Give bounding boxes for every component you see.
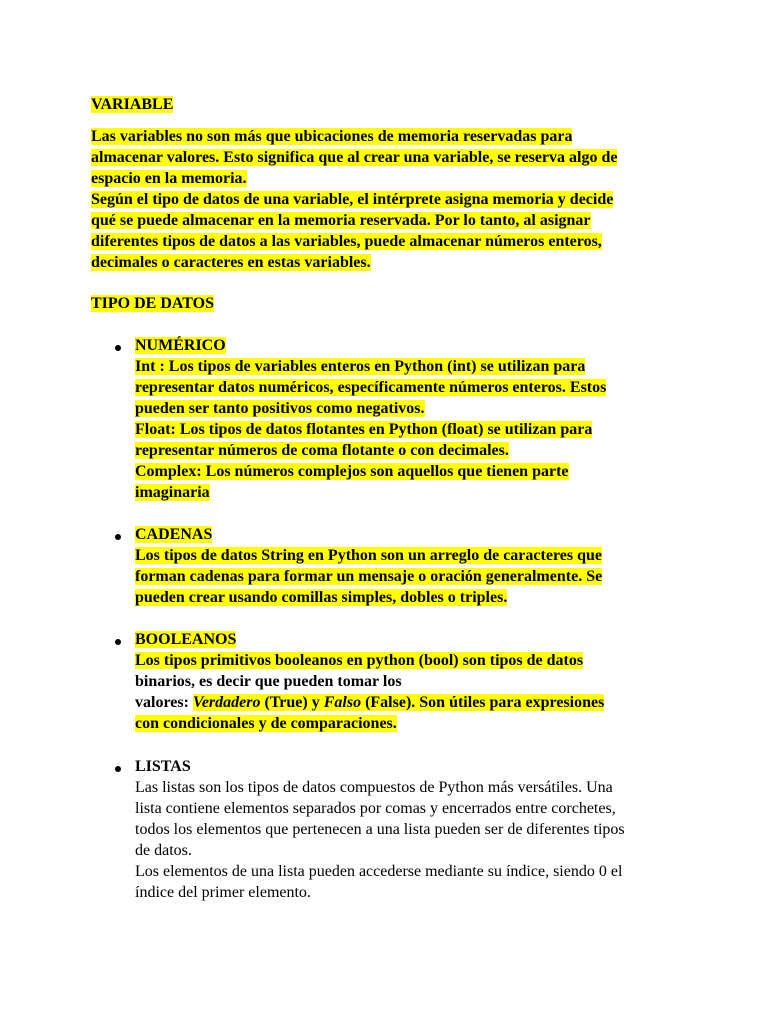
falso-word: Falso	[323, 694, 362, 711]
listas-line: de datos.	[135, 842, 192, 859]
listas-line: Las listas son los tipos de datos compuestos de Python más versátiles. Una	[135, 779, 613, 796]
section-title-cadenas: CADENAS	[135, 526, 213, 543]
bullet-icon	[115, 345, 121, 351]
numerico-line: imaginaria	[135, 484, 210, 501]
variable-line: decimales o caracteres en estas variables.	[91, 254, 371, 271]
numerico-line: representar datos numéricos, específicamente números enteros. Estos	[135, 379, 607, 396]
bullet-icon	[115, 534, 121, 540]
cadenas-line: Los tipos de datos String en Python son un arreglo de caracteres que	[135, 547, 602, 564]
section-title-booleanos: BOOLEANOS	[135, 631, 237, 648]
listas-line: todos los elementos que pertenecen a una lista pueden ser de diferentes tipos	[135, 821, 625, 838]
cadenas-line: pueden crear usando comillas simples, dobles o triples.	[135, 589, 508, 606]
listas-line: Los elementos de una lista pueden accederse mediante su índice, siendo 0 el	[135, 863, 623, 880]
booleanos-line: binarios, es decir que pueden tomar los	[135, 673, 402, 690]
heading-tipo-de-datos: TIPO DE DATOS	[91, 295, 214, 312]
booleanos-line: con condicionales y de comparaciones.	[135, 715, 397, 732]
heading-variable: VARIABLE	[91, 96, 174, 113]
numerico-line: Int : Los tipos de variables enteros en Python (int) se utilizan para	[135, 358, 586, 375]
numerico-line: Float: Los tipos de datos flotantes en Python (float) se utilizan para	[135, 421, 593, 438]
section-title-numerico: NUMÉRICO	[135, 337, 226, 354]
variable-line: Según el tipo de datos de una variable, el intérprete asigna memoria y decide	[91, 191, 614, 208]
variable-line: qué se puede almacenar en la memoria reservada. Por lo tanto, al asignar	[91, 212, 591, 229]
cadenas-line: forman cadenas para formar un mensaje o oración generalmente. Se	[135, 568, 603, 585]
section-title-listas: LISTAS	[135, 758, 191, 775]
bullet-icon	[115, 766, 121, 772]
variable-line: diferentes tipos de datos a las variables, puede almacenar números enteros,	[91, 233, 602, 250]
numerico-line: pueden ser tanto positivos como negativos.	[135, 400, 425, 417]
verdadero-word: Verdadero	[192, 694, 261, 711]
variable-line: espacio en la memoria.	[91, 170, 247, 187]
numerico-line: representar números de coma flotante o con decimales.	[135, 442, 509, 459]
numerico-line: Complex: Los números complejos son aquellos que tienen parte	[135, 463, 569, 480]
booleanos-line: Los tipos primitivos booleanos en python (bool) son tipos de datos	[135, 652, 584, 669]
listas-line: índice del primer elemento.	[135, 884, 311, 901]
listas-line: lista contiene elementos separados por comas y encerrados entre corchetes,	[135, 800, 616, 817]
bullet-icon	[115, 639, 121, 645]
variable-line: almacenar valores. Esto significa que al crear una variable, se reserva algo de	[91, 149, 618, 166]
variable-line: Las variables no son más que ubicaciones de memoria reservadas para	[91, 128, 573, 145]
booleanos-line: valores: Verdadero (True) y Falso (False). Son útiles para expresiones	[135, 694, 605, 711]
